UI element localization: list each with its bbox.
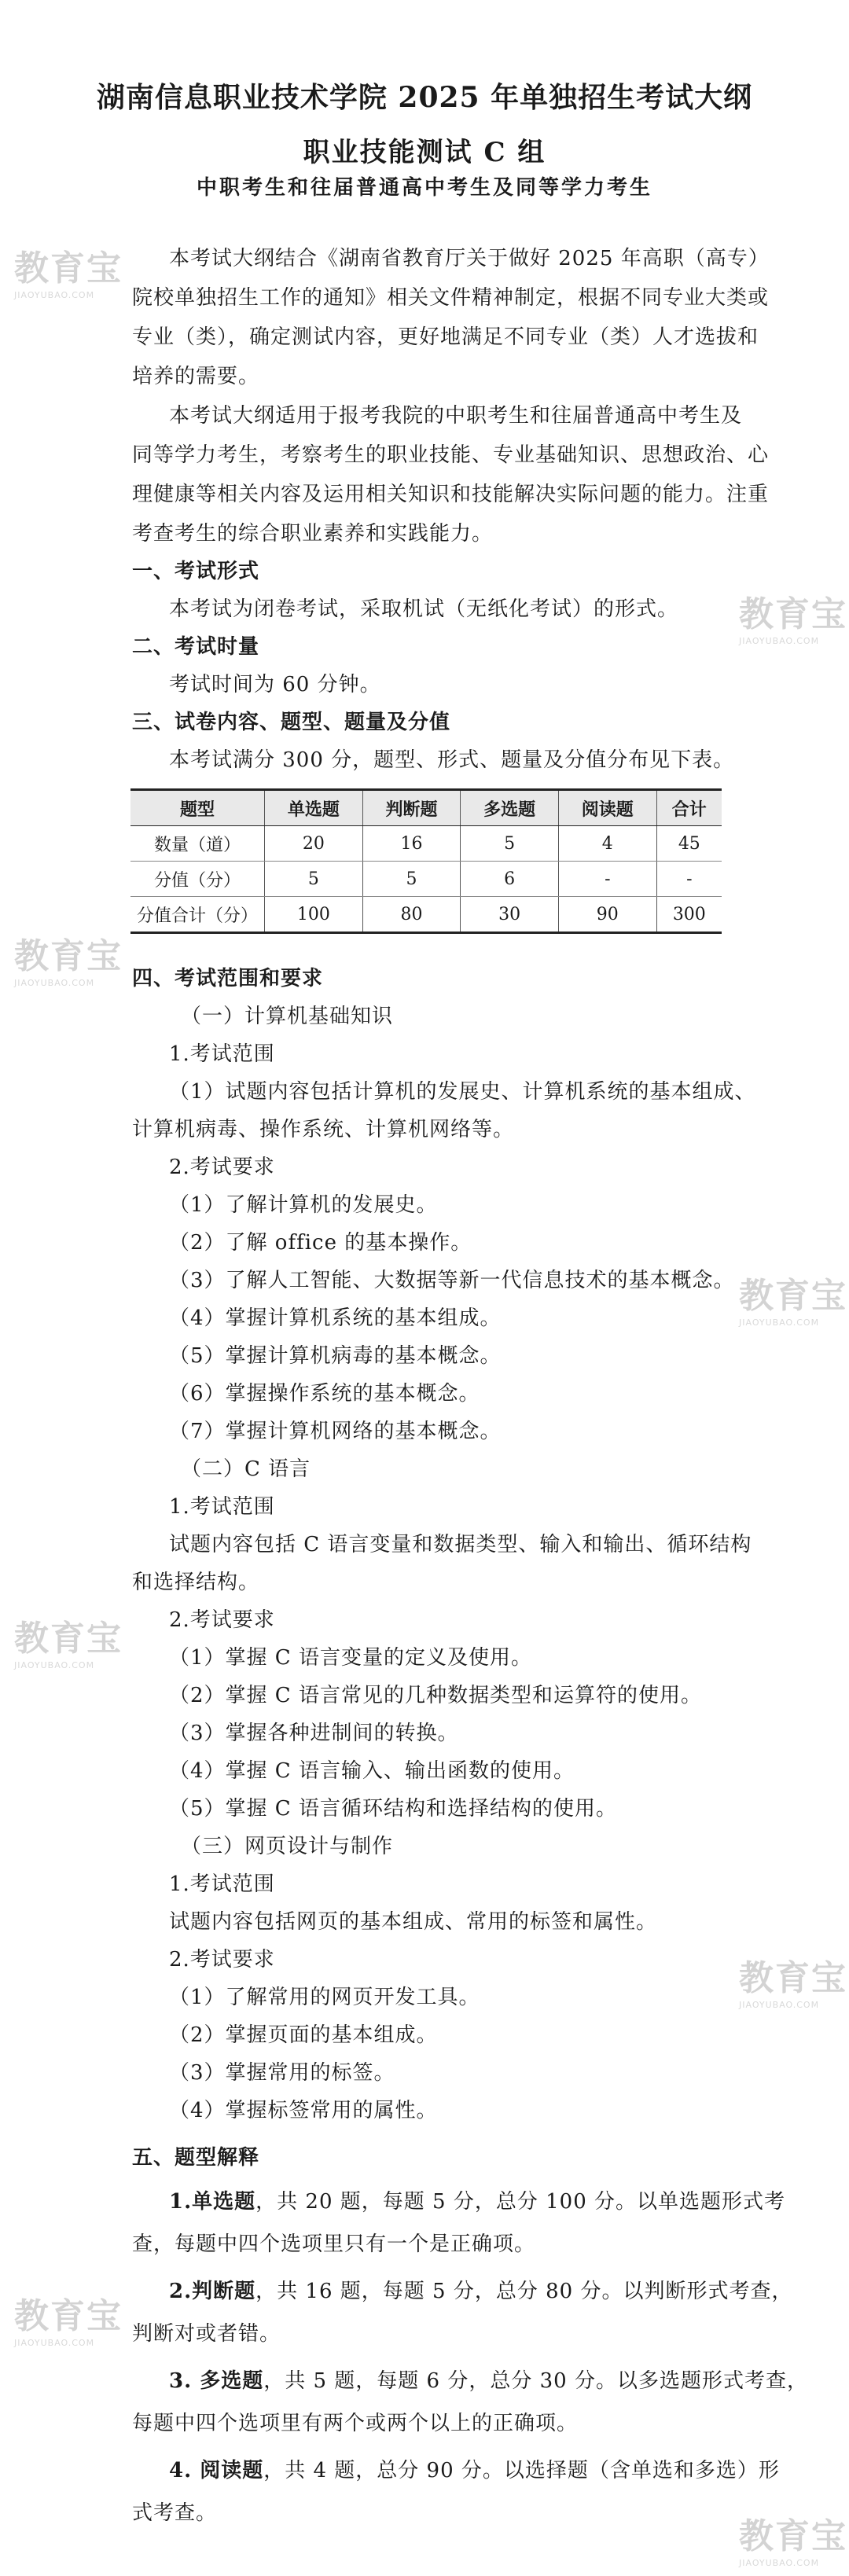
subsection-title: （一）计算机基础知识 xyxy=(181,1005,394,1028)
scope-title: 1.考试范围 xyxy=(169,1872,275,1896)
table-header-cell: 多选题 xyxy=(461,790,559,826)
table-cell: 5 xyxy=(461,826,559,862)
section-heading: 三、试卷内容、题型、题量及分值 xyxy=(132,711,451,734)
section-text: 考试时间为 60 分钟。 xyxy=(169,673,381,696)
table-header-cell: 判断题 xyxy=(362,790,461,826)
section-text: 本考试为闭卷考试，采取机试（无纸化考试）的形式。 xyxy=(169,597,679,621)
requirement-item: （2）了解 office 的基本操作。 xyxy=(169,1231,472,1255)
table-header-cell: 合计 xyxy=(656,790,722,826)
watermark xyxy=(14,240,123,300)
watermark-text: 教育宝 xyxy=(739,2516,847,2556)
intro-p1-line: 本考试大纲结合《湖南省教育厅关于做好 2025 年高职（高专） xyxy=(169,247,770,270)
type-label: 2.判断题 xyxy=(169,2280,256,2303)
table-cell: 5 xyxy=(362,862,461,897)
scope-title: 1.考试范围 xyxy=(169,1495,275,1519)
intro-p2-line: 同等学力考生，考察考生的职业技能、专业基础知识、思想政治、心 xyxy=(132,443,770,467)
requirement-item: （1）了解常用的网页开发工具。 xyxy=(169,1986,480,2009)
section-heading: 四、考试范围和要求 xyxy=(132,967,324,990)
intro-p2-line: 理健康等相关内容及运用相关知识和技能解决实际问题的能力。注重 xyxy=(132,483,770,506)
type-text-cont: 判断对或者错。 xyxy=(132,2322,281,2346)
table-header-cell: 阅读题 xyxy=(558,790,656,826)
type-text-cont: 每题中四个选项里有两个或两个以上的正确项。 xyxy=(132,2412,579,2435)
type-label: 3. 多选题 xyxy=(169,2369,264,2393)
watermark-subtext: JIAOYUBAO.COM xyxy=(739,2558,820,2568)
table-cell: - xyxy=(656,862,722,897)
table-cell: 16 xyxy=(362,826,461,862)
type-text: ，共 4 题，总分 90 分。以选择题（含单选和多选）形 xyxy=(263,2459,780,2482)
type-label: 1.单选题 xyxy=(169,2190,256,2214)
requirement-item: （2）掌握页面的基本组成。 xyxy=(169,2023,438,2047)
table-cell: 30 xyxy=(461,897,559,933)
watermark-text: 教育宝 xyxy=(14,2296,123,2336)
watermark xyxy=(14,2288,123,2348)
requirement-item: （6）掌握操作系统的基本概念。 xyxy=(169,1382,480,1406)
requirement-item: （5）掌握 C 语言循环结构和选择结构的使用。 xyxy=(169,1797,617,1821)
table-cell: 分值（分） xyxy=(130,862,265,897)
type-explanation xyxy=(169,2459,798,2483)
requirement-item: （5）掌握计算机病毒的基本概念。 xyxy=(169,1344,502,1368)
requirement-item: （3）掌握常用的标签。 xyxy=(169,2061,395,2085)
requirement-item: （2）掌握 C 语言常见的几种数据类型和运算符的使用。 xyxy=(169,1684,702,1707)
requirement-title: 2.考试要求 xyxy=(169,1156,275,1179)
table-cell: 数量（道） xyxy=(130,826,265,862)
intro-p1-line: 培养的需要。 xyxy=(132,365,260,388)
table-header-cell: 题型 xyxy=(130,790,265,826)
scope-text: 试题内容包括 C 语言变量和数据类型、输入和输出、循环结构 xyxy=(169,1533,752,1556)
table-header-row xyxy=(130,790,722,826)
watermark xyxy=(739,1267,847,1328)
type-label: 4. 阅读题 xyxy=(169,2459,264,2482)
scope-text: 和选择结构。 xyxy=(132,1571,260,1594)
watermark xyxy=(739,2508,847,2568)
requirement-item: （4）掌握 C 语言输入、输出函数的使用。 xyxy=(169,1759,575,1783)
watermark-subtext: JIAOYUBAO.COM xyxy=(14,290,95,300)
watermark-subtext: JIAOYUBAO.COM xyxy=(14,1660,95,1670)
table-cell: 45 xyxy=(656,826,722,862)
table-row xyxy=(130,897,722,933)
scope-text: 计算机病毒、操作系统、计算机网络等。 xyxy=(132,1118,515,1141)
table-cell: 分值合计（分） xyxy=(130,897,265,933)
table-cell: - xyxy=(558,862,656,897)
scope-title: 1.考试范围 xyxy=(169,1042,275,1066)
watermark xyxy=(739,586,847,646)
type-text-cont: 式考查。 xyxy=(132,2501,218,2525)
requirement-item: （3）掌握各种进制间的转换。 xyxy=(169,1722,459,1745)
intro-p1-line: 院校单独招生工作的通知》相关文件精神制定，根据不同专业大类或 xyxy=(132,286,770,310)
table-header-cell: 单选题 xyxy=(265,790,363,826)
watermark xyxy=(739,1949,847,2010)
watermark-subtext: JIAOYUBAO.COM xyxy=(739,1317,820,1328)
watermark-subtext: JIAOYUBAO.COM xyxy=(14,2338,95,2348)
table-cell: 300 xyxy=(656,897,722,933)
table-cell: 100 xyxy=(265,897,363,933)
type-text: ，共 16 题，每题 5 分，总分 80 分。以判断形式考查， xyxy=(255,2280,793,2303)
section-heading: 一、考试形式 xyxy=(132,560,260,583)
requirement-title: 2.考试要求 xyxy=(169,1608,275,1632)
table-cell: 90 xyxy=(558,897,656,933)
type-explanation xyxy=(169,2369,808,2394)
table-cell: 20 xyxy=(265,826,363,862)
section-heading: 二、考试时量 xyxy=(132,635,260,659)
score-table xyxy=(130,788,722,934)
watermark-subtext: JIAOYUBAO.COM xyxy=(14,978,95,988)
type-explanation xyxy=(169,2190,798,2214)
document-audience: 中职考生和往届普通高中考生及同等学力考生 xyxy=(196,176,652,200)
table-cell: 80 xyxy=(362,897,461,933)
table-cell: 5 xyxy=(265,862,363,897)
table-cell: 4 xyxy=(558,826,656,862)
table-row xyxy=(130,826,722,862)
watermark-text: 教育宝 xyxy=(739,1958,847,1998)
type-text: ，共 20 题，每题 5 分，总分 100 分。以单选题形式考 xyxy=(255,2190,785,2214)
requirement-item: （7）掌握计算机网络的基本概念。 xyxy=(169,1420,502,1443)
intro-p2-line: 考查考生的综合职业素养和实践能力。 xyxy=(132,522,494,546)
requirement-item: （1）了解计算机的发展史。 xyxy=(169,1193,438,1217)
watermark-text: 教育宝 xyxy=(14,936,123,976)
watermark-text: 教育宝 xyxy=(739,1276,847,1316)
document-subtitle: 职业技能测试 C 组 xyxy=(303,137,546,168)
requirement-item: （4）掌握计算机系统的基本组成。 xyxy=(169,1306,502,1330)
table-row xyxy=(130,862,722,897)
section-text: 本考试满分 300 分，题型、形式、题量及分值分布见下表。 xyxy=(169,748,735,772)
table-cell: 6 xyxy=(461,862,559,897)
requirement-item: （3）了解人工智能、大数据等新一代信息技术的基本概念。 xyxy=(169,1269,735,1292)
type-explanation xyxy=(169,2280,798,2304)
subsection-title: （三）网页设计与制作 xyxy=(181,1835,394,1858)
type-text-cont: 查，每题中四个选项里只有一个是正确项。 xyxy=(132,2232,536,2256)
watermark-subtext: JIAOYUBAO.COM xyxy=(739,636,820,646)
type-text: ，共 5 题，每题 6 分，总分 30 分。以多选题形式考查， xyxy=(263,2369,808,2393)
watermark-subtext: JIAOYUBAO.COM xyxy=(739,2000,820,2010)
document-title: 湖南信息职业技术学院 2025 年单独招生考试大纲 xyxy=(96,81,753,114)
subsection-title: （二）C 语言 xyxy=(181,1457,311,1481)
requirement-title: 2.考试要求 xyxy=(169,1948,275,1972)
watermark xyxy=(14,928,123,988)
intro-p2-line: 本考试大纲适用于报考我院的中职考生和往届普通高中考生及 xyxy=(169,404,743,428)
requirement-item: （4）掌握标签常用的属性。 xyxy=(169,2099,438,2122)
watermark-text: 教育宝 xyxy=(14,1619,123,1659)
section-heading: 五、题型解释 xyxy=(132,2146,260,2170)
watermark-text: 教育宝 xyxy=(14,248,123,288)
watermark-text: 教育宝 xyxy=(739,594,847,634)
scope-text: （1）试题内容包括计算机的发展史、计算机系统的基本组成、 xyxy=(169,1080,756,1104)
scope-text: 试题内容包括网页的基本组成、常用的标签和属性。 xyxy=(169,1910,658,1934)
requirement-item: （1）掌握 C 语言变量的定义及使用。 xyxy=(169,1646,532,1670)
watermark xyxy=(14,1610,123,1670)
intro-p1-line: 专业（类），确定测试内容，更好地满足不同专业（类）人才选拔和 xyxy=(132,325,759,349)
